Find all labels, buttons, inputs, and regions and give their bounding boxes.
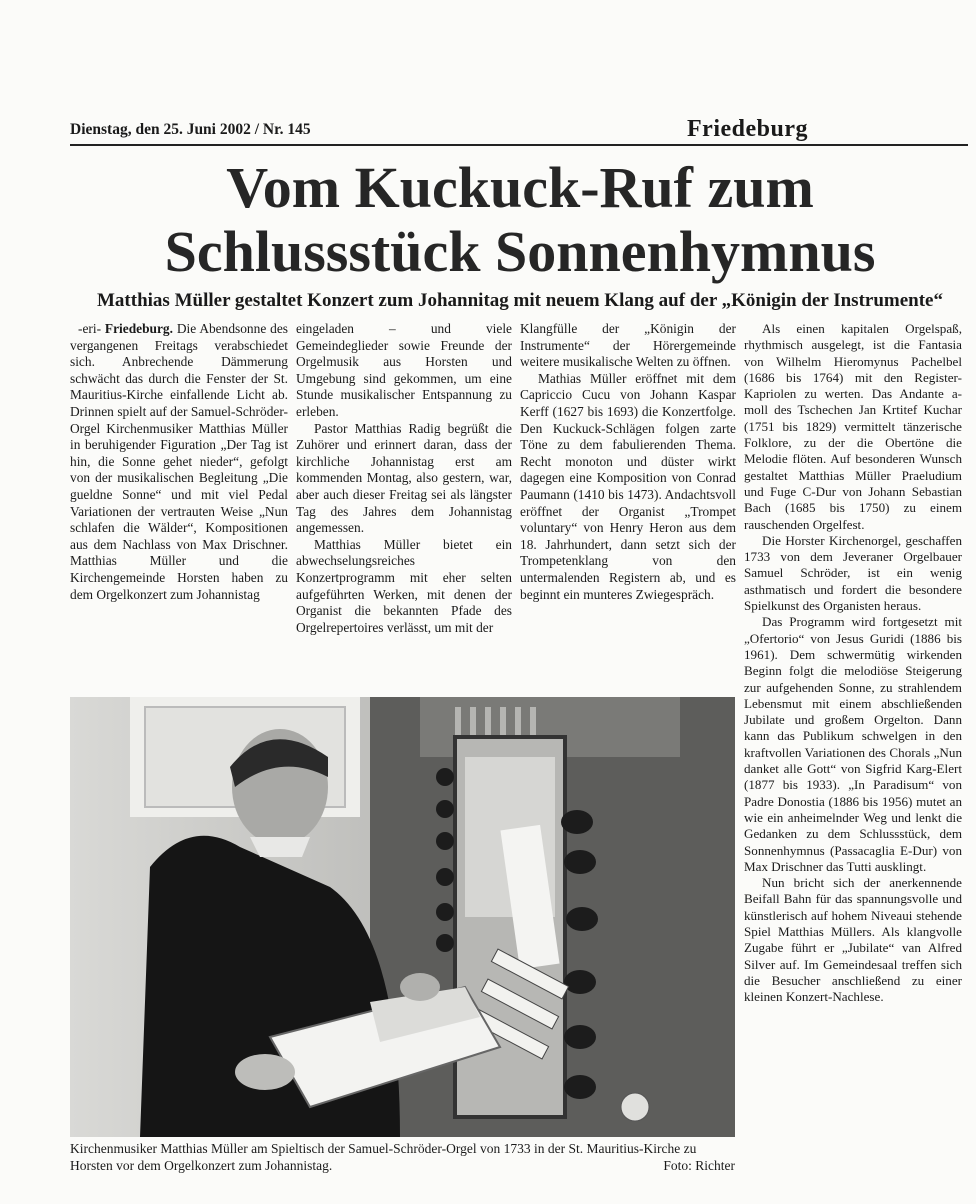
paragraph: Die Horster Kirchenorgel, geschaffen 1733 von dem Jeveraner Orgelbauer Samuel Schröder, ist ein wenig asthmatisch und fordert die besondere Spielkunst des Organisten heraus.: [744, 532, 962, 614]
photo-caption: [70, 1140, 735, 1174]
paragraph: Matthias Müller bietet ein abwechselungsreiches Konzertprogramm mit eher selten aufgeführten Werken, mit denen der Organist die bekannten Pfade des Orgelrepertoires verlässt, um mit der: [296, 536, 512, 635]
article-column-3: [520, 321, 736, 603]
page-header: [70, 112, 968, 146]
paragraph-text: Die Abendsonne des vergangenen Freitags verabschiedet sich. Anbrechende Dämmerung schwächt das durch die Fenster der St. Mauritius-Kirche einfallende Licht ab. Drinnen spielt auf der Samuel-Schröder-Orgel Kirchenmusiker Matthias Müller in beruhigender Figuration „Der Tag ist hin, die Sonne gehet nieder“, gefolgt von der musikalischen Begleitung „Die gueldne Sonne“ und mit viel Pedal Variationen der vertrauten Weise „Nun schlafen die Wälder“, Kompositionen aus dem Nachlass von Max Drischner. Matthias Müller und die Kirchengemeinde Horsten haben zu dem Orgelkonzert zum Johannistag: [70, 321, 288, 602]
article-column-2: [296, 321, 512, 636]
article-subheadline: Matthias Müller gestaltet Konzert zum Johannitag mit neuem Klang auf der „Königin der Instrumente“: [97, 290, 943, 311]
paragraph: Das Programm wird fortgesetzt mit „Ofertorio“ von Jesus Guridi (1886 bis 1961). Dem schwermütig wirkenden Beginn folgt die melodiöse Steigerung zur aufgehenden Sonne, zu strahlendem Lebensmut mit einem abschließenden Jubilate und großem Orgelton. Dann kann das Publikum schwelgen in den kraftvollen Variationen des Chorals „Nun danket alle Gott“ von Sigfrid Karg-Elert (1877 bis 1933). „In Paradisum“ von Padre Donostia (1886 bis 1956) mutet an wie ein anheimelnder Weg und lenkt die Gedanken zu dem Schlussstück, dem Sonnenhymnus (Passacaglia E-Dur) von Max Drischner das Tutti ausklingt.: [744, 614, 962, 874]
caption-text: Kirchenmusiker Matthias Müller am Spieltisch der Samuel-Schröder-Orgel von 1733 in der St. Mauritius-Kirche zu Horsten vor dem Orgelkonzert zum Johannistag.: [70, 1141, 697, 1173]
article-column-4: [744, 321, 962, 1005]
paragraph: Klangfülle der „Königin der Instrumente“ der Hörergemeinde weitere musikalische Welten zu öffnen.: [520, 321, 736, 370]
section-title: Friedeburg: [687, 116, 808, 142]
headline-line-1: Vom Kuckuck-Ruf zum: [226, 155, 814, 220]
organist-photo: [70, 697, 735, 1137]
issue-dateline: Dienstag, den 25. Juni 2002 / Nr. 145: [70, 121, 311, 138]
paragraph: Als einen kapitalen Orgelspaß, rhythmisch ausgelegt, ist die Fantasia von Wilhelm Hieromynus Pachelbel (1686 bis 1764) mit den Register-Kapriolen zu werten. Das Andante a-moll des Tschechen Jan Krtitef Kuchar (1751 bis 1829) vermittelt tänzerische Folklore, zu der die Obertöne die Melodie flöten. Auf besonderen Wunsch gestaltet Matthias Müller Praeludium und Fuge C-Dur von Johann Sebastian Bach (1685 bis 1750) zu einem rauschenden Orgelfest.: [744, 321, 962, 532]
article-column-1: [70, 321, 288, 603]
paragraph: Mathias Müller eröffnet mit dem Capriccio Cucu von Johann Kaspar Kerff (1627 bis 1693) die Konzertfolge. Den Kuckuck-Schlägen folgen zarte Töne zu dem fabulierenden Thema. Recht monoton und düster wirkt dagegen eine Komposition von Conrad Paumann (1410 bis 1473). Andachtsvoll eröffnet der Organist „Trompet voluntary“ von Henry Heron aus dem 18. Jahrhundert, dann setzt sich der Trompetenklang von den untermalenden Registern ab, und es beginnt ein munteres Zwiegespräch.: [520, 370, 736, 602]
author-code: -eri-: [78, 321, 102, 336]
lead-paragraph: [70, 321, 288, 603]
paragraph: Nun bricht sich der anerkennende Beifall Bahn für das spannungsvolle und künstlerisch auf hohem Niveaui stehende Spiel Matthias Müllers. Als klangvolle Zugabe führt er „Jubilate“ van Alfred Silver auf. Im Gemeindesaal treffen sich die Besucher anschließend zu einer kleinen Konzert-Nachlese.: [744, 875, 962, 1005]
place-name: Friedeburg.: [104, 321, 173, 336]
organ-console-scene: [70, 697, 735, 1137]
paragraph: eingeladen – und viele Gemeindeglieder sowie Freunde der Orgelmusik aus Horsten und Umgebung sind gekommen, um eine Stunde musikalischer Entspannung zu erleben.: [296, 321, 512, 419]
article-headline: [70, 156, 970, 284]
headline-line-2: Schlussstück Sonnenhymnus: [164, 219, 876, 284]
photo-credit: Foto: Richter: [663, 1158, 735, 1173]
paragraph: Pastor Matthias Radig begrüßt die Zuhörer und erinnert daran, dass der kirchliche Johannistag erst am kommenden Montag, also gestern, war, aber auch dieser Freitag sei als längster Tag des Jahres dem Johannistag angemessen.: [296, 420, 512, 536]
